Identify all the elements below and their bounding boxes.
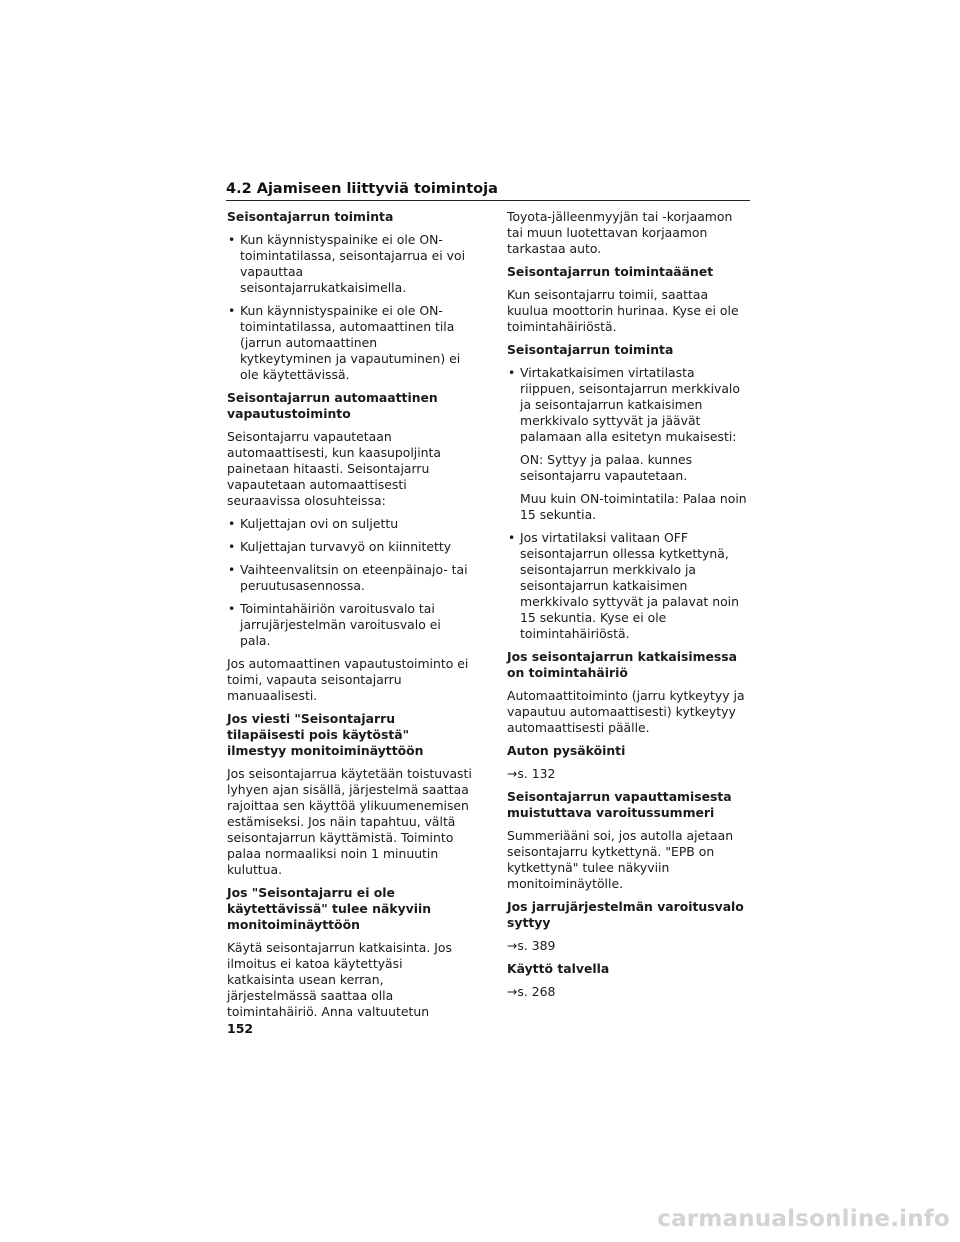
- page-reference-link[interactable]: →s. 389: [507, 938, 556, 953]
- paragraph: Kun seisontajarru toimii, saattaa kuulua moottorin hurinaa. Kyse ei ole toimintahäiriöstä.: [507, 287, 739, 334]
- bullet-item: • Kun käynnistyspainike ei ole ON-toimintatilassa, seisontajarrua ei voi vapauttaa seisontajarrukatkaisimella.: [227, 232, 472, 296]
- indented-text: Muu kuin ON-toimintatila: Palaa noin 15 sekuntia.: [520, 491, 747, 522]
- bullet-item: • Virtakatkaisimen virtatilasta riippuen, seisontajarrun merkkivalo ja seisontajarrun katkaisimen merkkivalo syttyvät ja jäävät palamaan alla esitetyn mukaisesti:: [507, 365, 752, 445]
- heading-brake-warning-light: Jos jarrujärjestelmän varoitusvalo syttyy: [507, 899, 744, 930]
- heading-switch-malfunction: Jos seisontajarrun katkaisimessa on toimintahäiriö: [507, 649, 738, 680]
- paragraph: Seisontajarru vapautetaan automaattisesti, kun kaasupoljinta painetaan hitaasti. Seisontajarru vapautetaan automaattisesti seuraavissa olosuhteissa:: [227, 429, 441, 508]
- indented-text: ON: Syttyy ja palaa. kunnes seisontajarru vapautetaan.: [520, 452, 693, 483]
- heading-parking-brake-operation-2: Seisontajarrun toiminta: [507, 342, 674, 357]
- bullet-item: • Kuljettajan turvavyö on kiinnitetty: [227, 539, 472, 555]
- bullet-item: • Kuljettajan ovi on suljettu: [227, 516, 472, 532]
- paragraph-continued: Toyota-jälleenmyyjän tai -korjaamon tai muun luotettavan korjaamon tarkastaa auto.: [507, 209, 733, 256]
- heading-temporarily-disabled: Jos viesti "Seisontajarru tilapäisesti pois käytöstä" ilmestyy monitoiminäyttöön: [227, 711, 424, 758]
- heading-operation-sounds: Seisontajarrun toimintaäänet: [507, 264, 714, 279]
- watermark: carmanualsonline.info: [657, 1206, 950, 1232]
- paragraph: Summeriääni soi, jos autolla ajetaan seisontajarru kytkettynä. "EPB on kytkettynä" tulee näkyviin monitoiminäytölle.: [507, 828, 734, 891]
- paragraph: Käytä seisontajarrun katkaisinta. Jos ilmoitus ei katoa käytettyäsi katkaisinta usean kerran, järjestelmässä saattaa olla toimintahäiriö. Anna valtuutetun: [227, 940, 452, 1019]
- section-title: 4.2 Ajamiseen liittyviä toimintoja: [226, 181, 498, 197]
- page-reference-link[interactable]: →s. 268: [507, 984, 556, 999]
- bullet-item: • Jos virtatilaksi valitaan OFF seisontajarrun ollessa kytkettynä, seisontajarrun merkkivalo ja seisontajarrun katkaisimen merkkivalo syttyvät ja palavat noin 15 sekuntia. Kyse ei ole toimintahäiriöstä.: [507, 530, 752, 642]
- section-header: [226, 178, 750, 201]
- left-column: [227, 209, 472, 1027]
- paragraph: Jos automaattinen vapautustoiminto ei toimi, vapauta seisontajarru manuaalisesti.: [227, 656, 469, 703]
- page-number: 152: [227, 1021, 254, 1036]
- heading-parking-brake-operation: Seisontajarrun toiminta: [227, 209, 394, 224]
- heading-reminder-buzzer: Seisontajarrun vapauttamisesta muistuttava varoitussummeri: [507, 789, 732, 820]
- bullet-item: • Vaihteenvalitsin on eteenpäinajo- tai peruutusasennossa.: [227, 562, 472, 594]
- paragraph: Automaattitoiminto (jarru kytkeytyy ja vapautuu automaattisesti) kytkeytyy automaattisesti päälle.: [507, 688, 745, 735]
- bullet-item: • Kun käynnistyspainike ei ole ON-toimintatilassa, automaattinen tila (jarrun automaattinen kytkeytyminen ja vapautuminen) ei ole käytettävissä.: [227, 303, 472, 383]
- right-column: [507, 209, 752, 1007]
- bullet-item: • Toimintahäiriön varoitusvalo tai jarrujärjestelmän varoitusvalo ei pala.: [227, 601, 472, 649]
- heading-parking: Auton pysäköinti: [507, 743, 626, 758]
- paragraph: Jos seisontajarrua käytetään toistuvasti lyhyen ajan sisällä, järjestelmä saattaa rajoittaa sen käyttöä ylikuumenemisen estämiseksi. Jos näin tapahtuu, vältä seisontajarrun käyttämistä. Toiminto palaa normaaliksi noin 1 minuutin kuluttua.: [227, 766, 472, 877]
- heading-auto-release: Seisontajarrun automaattinen vapautustoiminto: [227, 390, 438, 421]
- heading-winter-use: Käyttö talvella: [507, 961, 610, 976]
- page-reference-link[interactable]: →s. 132: [507, 766, 556, 781]
- heading-not-available: Jos "Seisontajarru ei ole käytettävissä" tulee näkyviin monitoiminäyttöön: [227, 885, 432, 932]
